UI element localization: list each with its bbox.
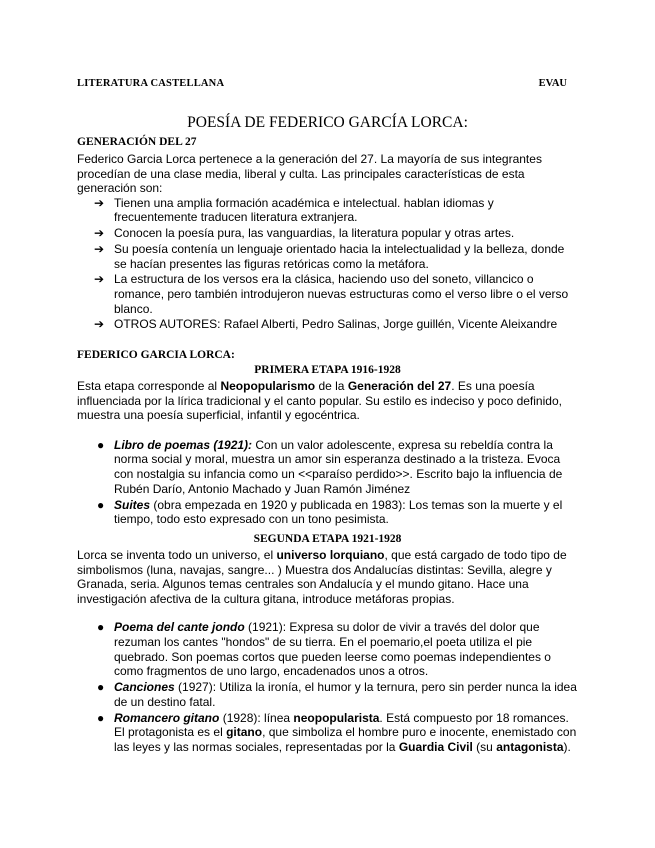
etapa2-heading: SEGUNDA ETAPA 1921-1928 bbox=[253, 533, 402, 545]
gen27-intro: Federico Garcia Lorca pertenece a la generación del 27. La mayoría de sus integrantes procedían de una clase media, liberal y culta. Las principales características de esta generación son: bbox=[77, 152, 542, 196]
list-item: ➔ OTROS AUTORES: Rafael Alberti, Pedro Salinas, Jorge guillén, Vicente Aleixandre bbox=[94, 317, 558, 332]
arrow-bullet-icon: ➔ bbox=[94, 241, 105, 256]
section-heading-gen27: GENERACIÓN DEL 27 bbox=[77, 136, 197, 148]
gen27-list bbox=[77, 196, 577, 332]
bullet-dot-icon: ● bbox=[97, 437, 105, 452]
list-item: ● Canciones (1927): Utiliza la ironía, el humor y la ternura, pero sin perder nunca la idea de un destino fatal. bbox=[97, 680, 577, 709]
etapa1-list bbox=[77, 438, 577, 527]
list-item: ● Suites (obra empezada en 1920 y publicada en 1983): Los temas son la muerte y el tiempo, todo esto expresado con un tono pesimista. bbox=[97, 497, 563, 527]
arrow-bullet-icon: ➔ bbox=[94, 226, 105, 241]
bullet-dot-icon: ● bbox=[97, 710, 105, 725]
section-heading-lorca: FEDERICO GARCIA LORCA: bbox=[77, 349, 235, 361]
etapa2-list bbox=[77, 620, 577, 754]
header-subject: LITERATURA CASTELLANA bbox=[77, 78, 225, 89]
bullet-dot-icon: ● bbox=[97, 497, 105, 512]
list-item: ● Poema del cante jondo (1921): Expresa su dolor de vivir a través del dolor que rezuman los cantes "hondos" de su tierra. En el poemario,el poeta utiliza el pie quebrado. Son poemas cortos que pueden leerse como poemas independientes o como fragmentos de uno largo, encadenados unos a otros. bbox=[97, 620, 551, 679]
etapa2-intro: Lorca se inventa todo un universo, el universo lorquiano, que está cargado de todo tipo de simbolismos (luna, navajas, sangre... ) Muestra dos Andalucías distintas: Sevilla, alegre y Granada, seria. Algunos temas centrales son Andalucía y el mundo gitano. Hace una investigación afectiva de la cultura gitana, introduce metáforas propias. bbox=[77, 548, 567, 606]
page-title: POESÍA DE FEDERICO GARCÍA LORCA: bbox=[187, 114, 468, 131]
list-item: ● Libro de poemas (1921): Con un valor adolescente, expresa su rebeldía contra la norma social y moral, muestra un amor sin esperanza destinado a la tristeza. Evoca con nostalgia su infancia como un <<paraíso perdido>>. Escrito bajo la influencia de Rubén Darío, Antonio Machado y Juan Ramón Jiménez bbox=[97, 437, 563, 496]
list-item: ➔ Conocen la poesía pura, las vanguardias, la literatura popular y otras artes. bbox=[94, 226, 515, 241]
arrow-bullet-icon: ➔ bbox=[94, 317, 105, 332]
bullet-dot-icon: ● bbox=[97, 680, 105, 695]
list-item: ➔ La estructura de los versos era la clásica, haciendo uso del soneto, villancico o romance, pero también introdujeron nuevas estructuras como el verso libre o el verso blanco. bbox=[94, 272, 569, 316]
etapa1-intro: Esta etapa corresponde al Neopopularismo de la Generación del 27. Es una poesía influenciada por la lírica tradicional y el canto popular. Su estilo es indeciso y poco definido, muestra una poesía superficial, infantil y egocéntrica. bbox=[77, 379, 562, 423]
etapa1-section bbox=[77, 379, 577, 528]
etapa1-heading: PRIMERA ETAPA 1916-1928 bbox=[254, 364, 401, 376]
gen27-section bbox=[77, 152, 577, 333]
arrow-bullet-icon: ➔ bbox=[94, 272, 105, 287]
arrow-bullet-icon: ➔ bbox=[94, 195, 105, 210]
list-item: ● Romancero gitano (1928): línea neopopularista. Está compuesto por 18 romances. El protagonista es el gitano, que simboliza el hombre puro e inocente, enemistado con las leyes y las normas sociales, representadas por la Guardia Civil (su antagonista). bbox=[97, 710, 577, 754]
header-exam: EVAU bbox=[538, 78, 567, 89]
bullet-dot-icon: ● bbox=[97, 620, 105, 635]
etapa2-section bbox=[77, 548, 577, 756]
list-item: ➔ Su poesía contenía un lenguaje orientado hacia la intelectualidad y la belleza, donde se hacían presentes las figuras retóricas como la metáfora. bbox=[94, 241, 565, 271]
list-item: ➔ Tienen una amplia formación académica e intelectual. hablan idiomas y frecuentemente traducen literatura extranjera. bbox=[94, 195, 494, 225]
